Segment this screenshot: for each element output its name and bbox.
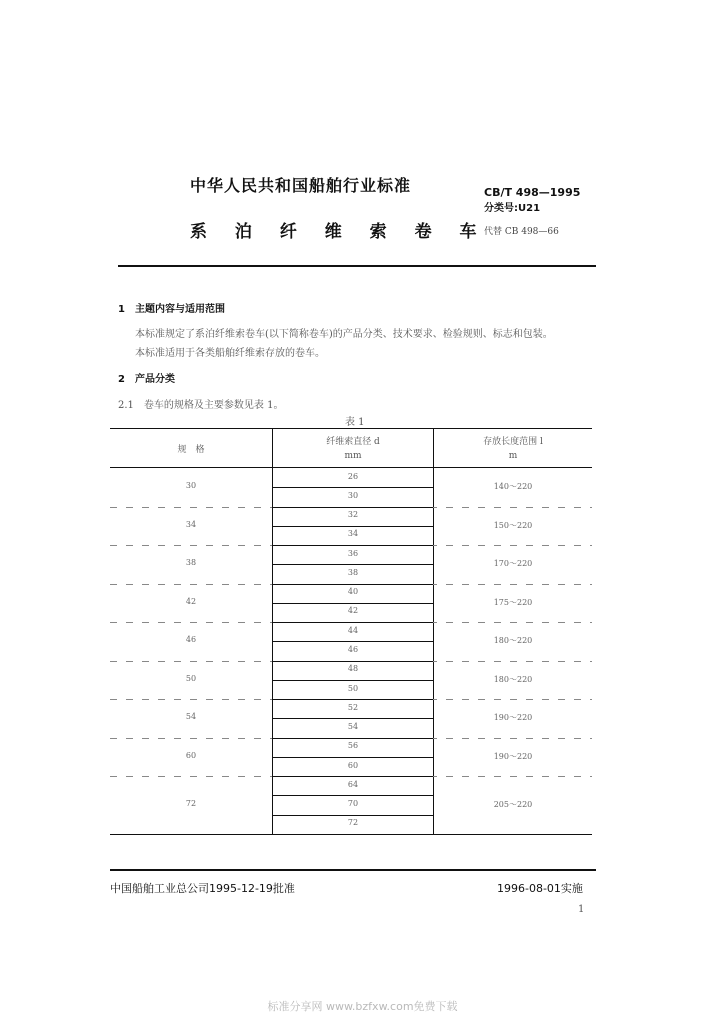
diameter-cell: 34 [347, 529, 359, 539]
diameter-divider [272, 603, 433, 604]
length-cell: 180～220 [493, 674, 533, 684]
section-1-paragraph-2: 本标准适用于各类船舶纤维索存放的卷车。 [135, 348, 325, 359]
diameter-divider [272, 757, 433, 758]
diameter-divider [272, 526, 433, 527]
diameter-cell: 40 [347, 587, 359, 597]
diameter-cell: 38 [347, 567, 359, 577]
effective-line: 1996-08-01实施 [497, 882, 583, 895]
diameter-cell: 36 [347, 548, 359, 558]
length-cell: 205～220 [493, 800, 533, 810]
diameter-cell: 72 [347, 818, 359, 828]
footer-rule [110, 869, 596, 871]
diameter-cell: 56 [347, 741, 359, 751]
length-cell: 170～220 [493, 559, 533, 569]
group-divider-mid [272, 776, 433, 777]
spec-cell: 60 [185, 750, 197, 760]
spec-cell: 30 [185, 481, 197, 491]
group-divider-mid [272, 545, 433, 546]
group-divider-mid [272, 661, 433, 662]
header-diameter: 纤维索直径 d [326, 437, 380, 447]
classification-code: 分类号:U21 [484, 203, 541, 214]
spec-cell: 54 [185, 712, 197, 722]
header-diameter-unit: mm [344, 451, 362, 461]
header-rule [118, 265, 596, 267]
diameter-cell: 30 [347, 490, 359, 500]
standard-code: CB/T 498—1995 [484, 186, 581, 199]
diameter-cell: 70 [347, 799, 359, 809]
spec-cell: 50 [185, 673, 197, 683]
header-spec: 规 格 [177, 445, 205, 455]
org-title: 中华人民共和国船舶行业标准 [190, 176, 412, 195]
watermark-text: 标准分享网 www.bzfxw.com免费下载 [267, 1000, 458, 1013]
group-divider-mid [272, 738, 433, 739]
length-cell: 180～220 [493, 636, 533, 646]
diameter-cell: 26 [347, 471, 359, 481]
length-cell: 175～220 [493, 597, 533, 607]
group-divider-mid [272, 622, 433, 623]
diameter-divider [272, 680, 433, 681]
diameter-cell: 32 [347, 510, 359, 520]
diameter-cell: 50 [347, 683, 359, 693]
doc-title: 系 泊 纤 维 索 卷 车 [190, 222, 488, 242]
section-2-heading: 2 产品分类 [118, 374, 175, 385]
table-bottom-rule [110, 834, 592, 835]
section-1-heading: 1 主题内容与适用范围 [118, 304, 225, 315]
diameter-cell: 52 [347, 702, 359, 712]
table-top-rule [110, 428, 592, 429]
diameter-divider [272, 795, 433, 796]
diameter-cell: 64 [347, 779, 359, 789]
group-divider-mid [272, 699, 433, 700]
table-caption: 表 1 [345, 417, 365, 428]
diameter-cell: 44 [347, 625, 359, 635]
page-number: 1 [578, 904, 585, 915]
diameter-divider [272, 815, 433, 816]
diameter-cell: 48 [347, 664, 359, 674]
approval-line: 中国船舶工业总公司1995-12-19批准 [110, 882, 295, 895]
header-length: 存放长度范围 l [483, 437, 543, 447]
diameter-divider [272, 487, 433, 488]
length-cell: 140～220 [493, 482, 533, 492]
spec-cell: 46 [185, 635, 197, 645]
length-cell: 190～220 [493, 713, 533, 723]
spec-cell: 72 [185, 799, 197, 809]
diameter-divider [272, 641, 433, 642]
spec-cell: 34 [185, 519, 197, 529]
diameter-divider [272, 718, 433, 719]
spec-cell: 42 [185, 596, 197, 606]
header-length-unit: m [508, 451, 518, 461]
diameter-cell: 46 [347, 645, 359, 654]
spec-cell: 38 [185, 558, 197, 568]
diameter-cell: 42 [347, 606, 359, 616]
replaces-standard: 代替 CB 498—66 [484, 227, 559, 237]
length-cell: 190～220 [493, 751, 533, 761]
group-divider-mid [272, 507, 433, 508]
diameter-cell: 60 [347, 760, 359, 770]
table-header-rule [110, 467, 592, 468]
section-1-paragraph-1: 本标准规定了系泊纤维索卷车(以下简称卷车)的产品分类、技术要求、检验规则、标志和包装。 [135, 329, 553, 340]
length-cell: 150～220 [493, 520, 533, 530]
group-divider-mid [272, 584, 433, 585]
diameter-divider [272, 564, 433, 565]
section-2-1-text: 2.1 卷车的规格及主要参数见表 1。 [118, 400, 284, 411]
diameter-cell: 54 [347, 722, 359, 732]
